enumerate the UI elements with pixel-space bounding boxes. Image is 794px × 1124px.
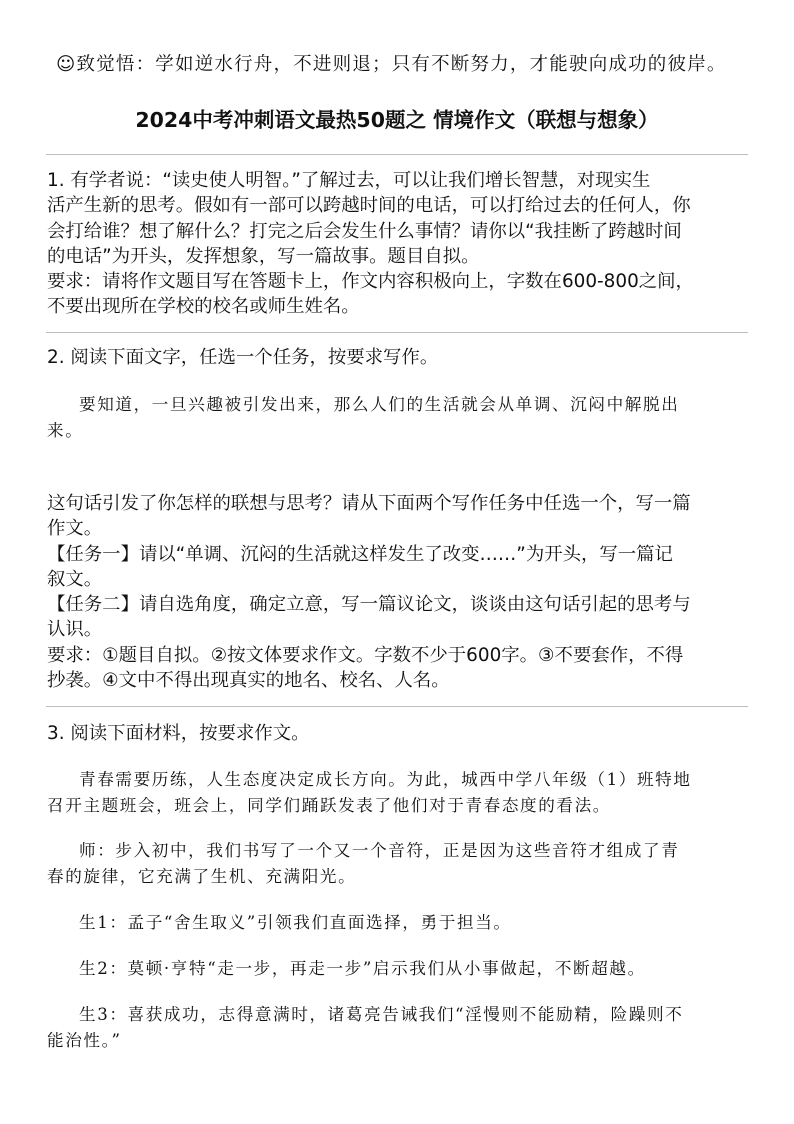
- task-two: 【任务二】请自选角度，确定立意，写一篇议论文，谈谈由这句话引起的思考与: [47, 594, 691, 616]
- motto-line: [56, 50, 756, 76]
- page-title: 2024中考冲刺语文最热50题之 情境作文（联想与想象）: [135, 108, 659, 132]
- material-line: 青春需要历练，人生态度决定成长方向。为此，城西中学八年级（1）班特地: [79, 770, 692, 789]
- material-para-2: [47, 838, 752, 890]
- question-1-line: 的电话”为开头，发挥想象，写一篇故事。题目自拟。: [47, 245, 480, 267]
- question-2-requirement: 抄袭。④文中不得出现真实的地名、校名、人名。: [47, 670, 450, 692]
- passage-line: 要知道，一旦兴趣被引发出来，那么人们的生活就会从单调、沉闷中解脱出: [79, 395, 680, 414]
- question-2-passage: [47, 392, 752, 444]
- question-2-line: 作文。: [47, 518, 103, 540]
- question-2-line: 这句话引发了你怎样的联想与思考？请从下面两个写作任务中任选一个，写一篇: [47, 493, 691, 514]
- question-2-heading: 2. 阅读下面文字，任选一个任务，按要求写作。: [47, 347, 439, 368]
- material-para-3: [79, 910, 752, 936]
- question-1-line: 1. 有学者说：“读史使人明智。”了解过去，可以让我们增长智慧，对现实生: [47, 170, 651, 191]
- material-line: 生3：喜获成功，志得意满时，诸葛亮告诫我们“淫慢则不能励精，险躁则不: [79, 1005, 684, 1024]
- material-line: 能治性。”: [47, 1031, 122, 1050]
- divider: [46, 332, 748, 333]
- task-one: 叙文。: [47, 568, 103, 590]
- task-two: 认识。: [47, 619, 103, 641]
- question-2-body: [47, 491, 752, 693]
- material-line: 召开主题班会，班会上，同学们踊跃发表了他们对于青春态度的看法。: [47, 796, 612, 815]
- question-3-heading: 3. 阅读下面材料，按要求作文。: [47, 723, 310, 744]
- question-1-requirement: 要求：请将作文题目写在答题卡上，作文内容积极向上，字数在600-800之间，: [47, 271, 694, 293]
- material-para-1: [47, 767, 752, 819]
- material-line: 春的旋律，它充满了生机、充满阳光。: [47, 867, 357, 886]
- divider: [46, 154, 748, 155]
- motto-text: 致觉悟：学如逆水行舟，不进则退；只有不断努力，才能驶向成功的彼岸。: [76, 54, 727, 75]
- question-1-requirement: 不要出现所在学校的校名或师生姓名。: [47, 296, 360, 318]
- task-one: 【任务一】请以“单调、沉闷的生活就这样发生了改变……”为开头，写一篇记: [47, 543, 673, 565]
- material-line: 生1：孟子“舍生取义”引领我们直面选择，勇于担当。: [79, 913, 512, 932]
- question-2-requirement: 要求：①题目自拟。②按文体要求作文。字数不少于600字。③不要套作，不得: [47, 644, 684, 666]
- question-1-line: 会打给谁？想了解什么？打完之后会发生什么事情？请你以“我挂断了跨越时间: [47, 220, 682, 242]
- material-line: 生2：莫顿·亨特“走一步，再走一步”启示我们从小事做起，不断超越。: [79, 959, 646, 978]
- smiley-icon: ☺: [56, 54, 77, 75]
- material-line: 师：步入初中，我们书写了一个又一个音符，正是因为这些音符才组成了青: [79, 841, 680, 860]
- question-1-line: 活产生新的思考。假如有一部可以跨越时间的电话，可以打给过去的任何人，你: [47, 195, 691, 217]
- question-1: [47, 168, 752, 320]
- passage-line: 来。: [47, 421, 84, 440]
- divider: [46, 706, 748, 707]
- material-para-5: [47, 1002, 752, 1054]
- material-para-4: [79, 956, 752, 982]
